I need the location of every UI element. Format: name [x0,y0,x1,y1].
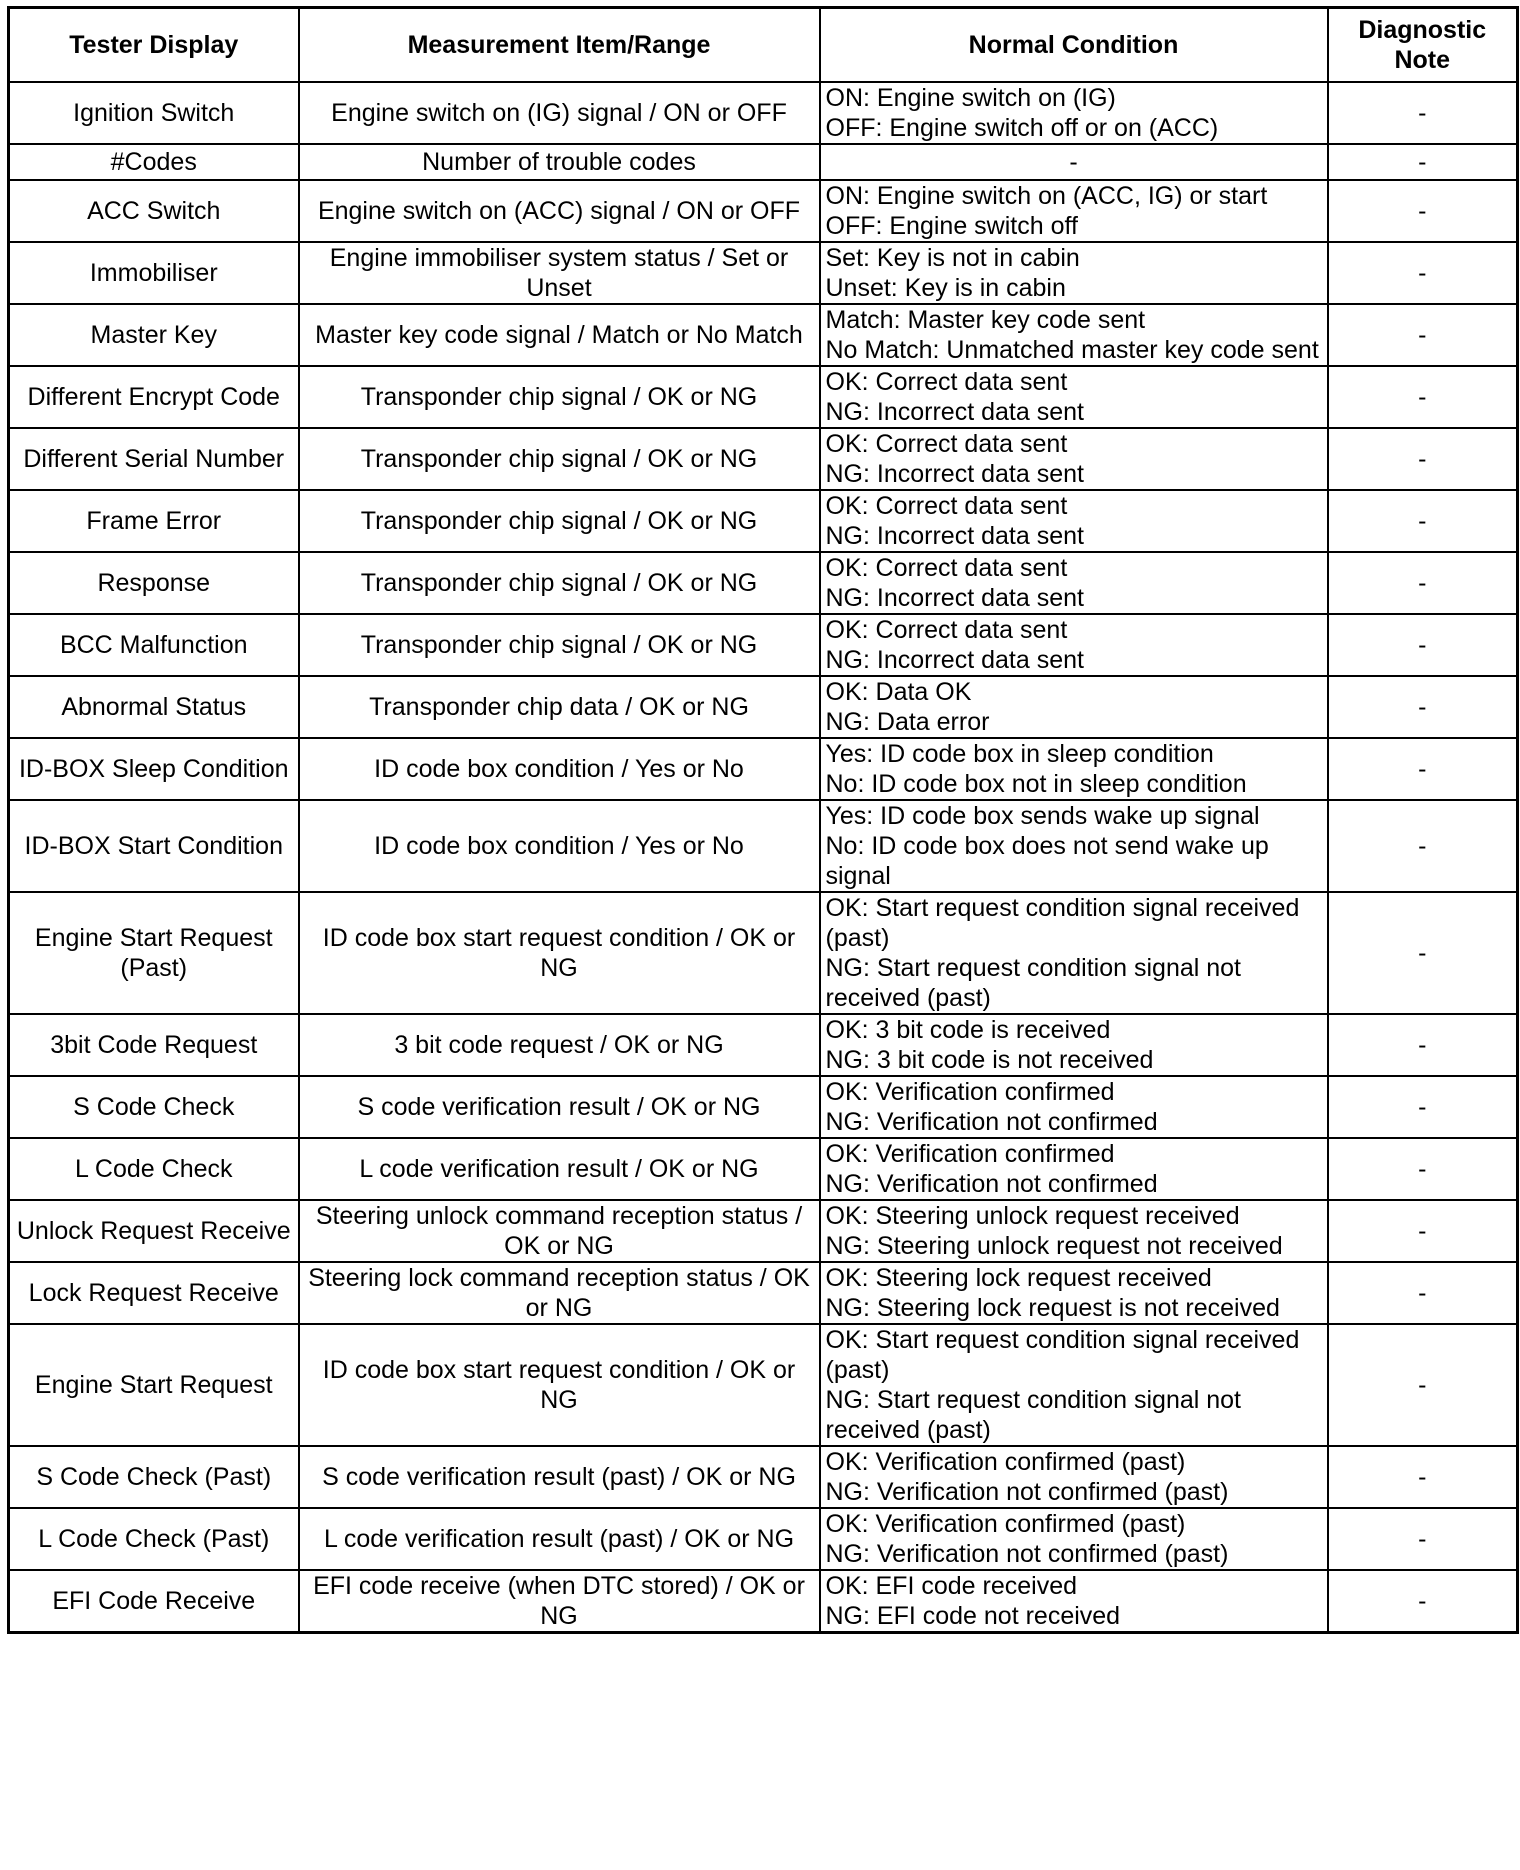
measurement-item-cell: L code verification result / OK or NG [299,1138,820,1200]
normal-condition-line: NG: Start request condition signal not received (past) [825,954,1242,1012]
normal-condition-line: NG: Verification not confirmed (past) [825,1540,1229,1568]
diagnostic-note-cell: - [1328,892,1518,1014]
table-row [9,144,1518,180]
normal-condition-cell [820,1570,1328,1633]
table-row [9,366,1518,428]
normal-condition-line: OK: Start request condition signal received (past) [825,1326,1300,1384]
normal-condition-line: No: ID code box does not send wake up signal [825,832,1269,890]
normal-condition-line: OFF: Engine switch off [825,212,1078,240]
diagnostic-note-cell: - [1328,144,1518,180]
table-row [9,1200,1518,1262]
normal-condition-line: NG: Incorrect data sent [825,460,1084,488]
measurement-item-cell: Transponder chip signal / OK or NG [299,366,820,428]
table-row [9,428,1518,490]
measurement-item-cell: Transponder chip signal / OK or NG [299,428,820,490]
normal-condition-line: OK: 3 bit code is received [825,1016,1111,1044]
tester-display-cell: Different Encrypt Code [9,366,299,428]
tester-display-cell: 3bit Code Request [9,1014,299,1076]
normal-condition-cell [820,366,1328,428]
table-row [9,1570,1518,1633]
normal-condition-cell [820,1200,1328,1262]
normal-condition-line: Unset: Key is in cabin [825,274,1066,302]
normal-condition-cell [820,614,1328,676]
tester-display-cell: Unlock Request Receive [9,1200,299,1262]
normal-condition-cell [820,738,1328,800]
measurement-item-cell: L code verification result (past) / OK or NG [299,1508,820,1570]
tester-display-cell: ID-BOX Sleep Condition [9,738,299,800]
diagnostic-note-cell: - [1328,82,1518,144]
normal-condition-line: ON: Engine switch on (ACC, IG) or start [825,182,1268,210]
normal-condition-line: NG: Data error [825,708,990,736]
measurement-item-cell: Engine switch on (IG) signal / ON or OFF [299,82,820,144]
table-row [9,1262,1518,1324]
table-header [9,8,1518,83]
table-row [9,552,1518,614]
table-row [9,738,1518,800]
table-row [9,1014,1518,1076]
normal-condition-line: OK: Correct data sent [825,368,1068,396]
normal-condition-cell [820,242,1328,304]
normal-condition-line: NG: Incorrect data sent [825,522,1084,550]
diagnostic-note-cell: - [1328,490,1518,552]
normal-condition-cell [820,676,1328,738]
diagnostic-note-cell: - [1328,738,1518,800]
normal-condition-line: Match: Master key code sent [825,306,1146,334]
normal-condition-line: OK: Steering lock request received [825,1264,1212,1292]
tester-display-cell: L Code Check [9,1138,299,1200]
table-row [9,180,1518,242]
header-row [9,8,1518,83]
header-normal-condition: Normal Condition [820,8,1328,83]
diagnostic-note-cell: - [1328,800,1518,892]
diagnostic-note-cell: - [1328,614,1518,676]
normal-condition-cell [820,1508,1328,1570]
diagnostic-note-cell: - [1328,180,1518,242]
diagnostic-note-cell: - [1328,366,1518,428]
normal-condition-line: OK: Verification confirmed [825,1140,1115,1168]
diagnostic-data-table [7,6,1519,1634]
table-row [9,1138,1518,1200]
table-row [9,1508,1518,1570]
tester-display-cell: ID-BOX Start Condition [9,800,299,892]
tester-display-cell: Master Key [9,304,299,366]
diagnostic-note-cell: - [1328,242,1518,304]
tester-display-cell: Ignition Switch [9,82,299,144]
measurement-item-cell: Master key code signal / Match or No Match [299,304,820,366]
normal-condition-cell: - [820,144,1328,180]
diagnostic-note-cell: - [1328,428,1518,490]
diagnostic-note-cell: - [1328,1200,1518,1262]
normal-condition-line: OK: Correct data sent [825,492,1068,520]
diagnostic-note-cell: - [1328,1014,1518,1076]
table-row [9,242,1518,304]
normal-condition-line: NG: Incorrect data sent [825,584,1084,612]
measurement-item-cell: Steering lock command reception status / OK or NG [299,1262,820,1324]
measurement-item-cell: ID code box start request condition / OK or NG [299,892,820,1014]
diagnostic-note-cell: - [1328,1570,1518,1633]
measurement-item-cell: Transponder chip signal / OK or NG [299,614,820,676]
tester-display-cell: Abnormal Status [9,676,299,738]
normal-condition-line: NG: Steering lock request is not received [825,1294,1280,1322]
tester-display-cell: Different Serial Number [9,428,299,490]
measurement-item-cell: S code verification result (past) / OK or NG [299,1446,820,1508]
tester-display-cell: S Code Check (Past) [9,1446,299,1508]
table-row [9,1446,1518,1508]
table-row [9,800,1518,892]
header-diagnostic-note-line: Note [1394,46,1451,74]
normal-condition-cell [820,1324,1328,1446]
tester-display-cell: S Code Check [9,1076,299,1138]
measurement-item-cell: Transponder chip signal / OK or NG [299,552,820,614]
diagnostic-note-cell: - [1328,1262,1518,1324]
normal-condition-line: OK: Steering unlock request received [825,1202,1240,1230]
normal-condition-line: No: ID code box not in sleep condition [825,770,1247,798]
header-diagnostic-note [1328,8,1518,83]
table-row [9,892,1518,1014]
normal-condition-line: OK: Verification confirmed (past) [825,1510,1186,1538]
normal-condition-line: Yes: ID code box in sleep condition [825,740,1214,768]
tester-display-cell: Engine Start Request (Past) [9,892,299,1014]
measurement-item-cell: Number of trouble codes [299,144,820,180]
measurement-item-cell: Engine immobiliser system status / Set or Unset [299,242,820,304]
normal-condition-cell [820,892,1328,1014]
diagnostic-note-cell: - [1328,1138,1518,1200]
tester-display-cell: ACC Switch [9,180,299,242]
diagnostic-note-cell: - [1328,1446,1518,1508]
table-row [9,676,1518,738]
tester-display-cell: BCC Malfunction [9,614,299,676]
tester-display-cell: Frame Error [9,490,299,552]
tester-display-cell: EFI Code Receive [9,1570,299,1633]
normal-condition-line: OK: Verification confirmed [825,1078,1115,1106]
normal-condition-line: OK: Correct data sent [825,430,1068,458]
measurement-item-cell: S code verification result / OK or NG [299,1076,820,1138]
table-row [9,82,1518,144]
normal-condition-line: NG: Incorrect data sent [825,398,1084,426]
measurement-item-cell: ID code box start request condition / OK or NG [299,1324,820,1446]
normal-condition-line: OK: Start request condition signal received (past) [825,894,1300,952]
normal-condition-line: NG: EFI code not received [825,1602,1121,1630]
measurement-item-cell: Transponder chip data / OK or NG [299,676,820,738]
normal-condition-line: NG: Start request condition signal not received (past) [825,1386,1242,1444]
normal-condition-cell [820,552,1328,614]
normal-condition-line: NG: Verification not confirmed [825,1170,1158,1198]
normal-condition-line: NG: Steering unlock request not received [825,1232,1283,1260]
header-diagnostic-note-line: Diagnostic [1358,16,1487,44]
normal-condition-cell [820,800,1328,892]
measurement-item-cell: ID code box condition / Yes or No [299,738,820,800]
tester-display-cell: Lock Request Receive [9,1262,299,1324]
normal-condition-line: ON: Engine switch on (IG) [825,84,1116,112]
normal-condition-line: OK: EFI code received [825,1572,1078,1600]
normal-condition-cell [820,490,1328,552]
tester-display-cell: Engine Start Request [9,1324,299,1446]
measurement-item-cell: ID code box condition / Yes or No [299,800,820,892]
normal-condition-line: NG: Incorrect data sent [825,646,1084,674]
normal-condition-line: No Match: Unmatched master key code sent [825,336,1319,364]
normal-condition-line: OK: Correct data sent [825,616,1068,644]
table-row [9,490,1518,552]
normal-condition-line: OFF: Engine switch off or on (ACC) [825,114,1219,142]
normal-condition-cell [820,180,1328,242]
diagnostic-note-cell: - [1328,552,1518,614]
table-row [9,304,1518,366]
diagnostic-note-cell: - [1328,676,1518,738]
normal-condition-line: OK: Correct data sent [825,554,1068,582]
table-row [9,1324,1518,1446]
measurement-item-cell: Transponder chip signal / OK or NG [299,490,820,552]
diagnostic-note-cell: - [1328,304,1518,366]
normal-condition-line: OK: Verification confirmed (past) [825,1448,1186,1476]
diagnostic-note-cell: - [1328,1508,1518,1570]
diagnostic-note-cell: - [1328,1076,1518,1138]
normal-condition-cell [820,1014,1328,1076]
normal-condition-cell [820,1138,1328,1200]
measurement-item-cell: EFI code receive (when DTC stored) / OK or NG [299,1570,820,1633]
measurement-item-cell: Steering unlock command reception status / OK or NG [299,1200,820,1262]
normal-condition-cell [820,1446,1328,1508]
normal-condition-cell [820,304,1328,366]
measurement-item-cell: 3 bit code request / OK or NG [299,1014,820,1076]
diagnostic-note-cell: - [1328,1324,1518,1446]
normal-condition-cell [820,1076,1328,1138]
header-measurement-item: Measurement Item/Range [299,8,820,83]
tester-display-cell: L Code Check (Past) [9,1508,299,1570]
normal-condition-line: Set: Key is not in cabin [825,244,1080,272]
tester-display-cell: Immobiliser [9,242,299,304]
normal-condition-line: Yes: ID code box sends wake up signal [825,802,1260,830]
tester-display-cell: #Codes [9,144,299,180]
normal-condition-line: NG: Verification not confirmed (past) [825,1478,1229,1506]
tester-display-cell: Response [9,552,299,614]
table-row [9,1076,1518,1138]
table-row [9,614,1518,676]
normal-condition-line: NG: 3 bit code is not received [825,1046,1154,1074]
table-body [9,82,1518,1633]
normal-condition-cell [820,1262,1328,1324]
measurement-item-cell: Engine switch on (ACC) signal / ON or OFF [299,180,820,242]
normal-condition-cell [820,82,1328,144]
normal-condition-cell [820,428,1328,490]
normal-condition-line: OK: Data OK [825,678,972,706]
normal-condition-line: NG: Verification not confirmed [825,1108,1158,1136]
header-tester-display: Tester Display [9,8,299,83]
